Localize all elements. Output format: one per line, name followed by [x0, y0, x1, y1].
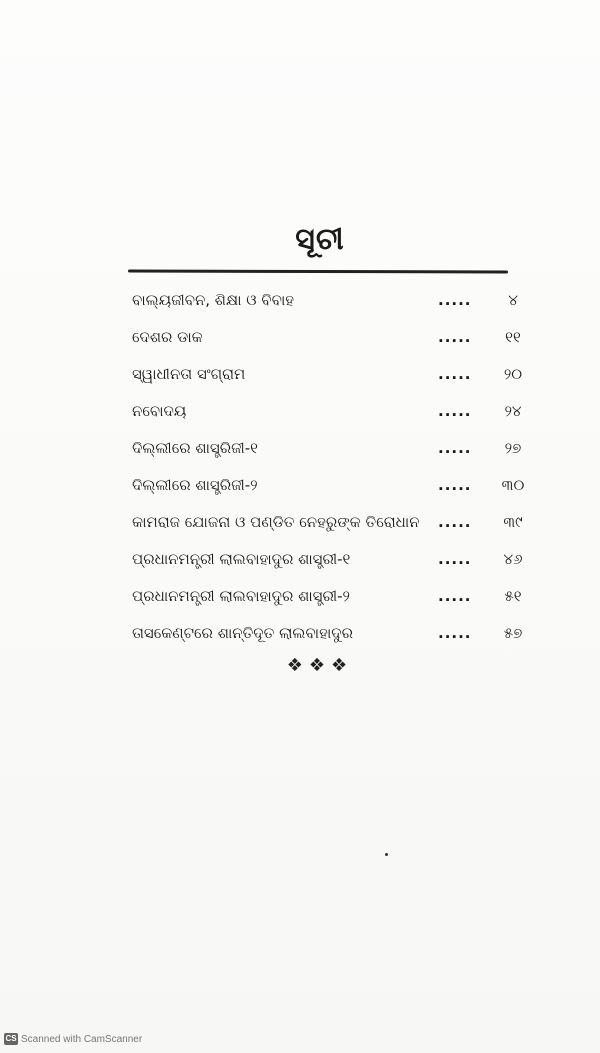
title-divider	[128, 270, 508, 274]
toc-entry-label: କାମରାଜ ଯୋଜନା ଓ ପଣ୍ଡିତ ନେହରୁଙ୍କ ତିରୋଧାନ	[132, 513, 420, 531]
toc-entry-2	[120, 319, 520, 356]
toc-leader-dots: .....	[438, 624, 472, 642]
toc-leader-dots: .....	[438, 439, 472, 457]
toc-entry-label: ସ୍ୱାଧୀନତା ସଂଗ୍ରାମ	[132, 365, 246, 383]
toc-leader-dots: .....	[438, 291, 472, 309]
camscanner-logo-icon: CS	[5, 1034, 17, 1043]
toc-entry-label: ନବୋଦୟ	[132, 402, 187, 420]
toc-leader-dots: .....	[438, 476, 472, 494]
toc-page-number: ୪୬	[503, 550, 523, 568]
toc-leader-dots: .....	[438, 587, 472, 605]
toc-page-number: ୨୭	[504, 439, 522, 457]
toc-leader-dots: .....	[438, 550, 472, 568]
toc-page-number: ୪	[508, 291, 518, 309]
table-of-contents	[120, 282, 525, 652]
toc-page-number: ୨୦	[503, 365, 523, 383]
toc-entry-1	[120, 282, 520, 319]
toc-page-number: ୨୪	[504, 402, 522, 420]
scanner-watermark	[4, 1033, 142, 1045]
toc-entry-5	[120, 430, 520, 467]
toc-page-number: ୧୧	[505, 328, 521, 346]
toc-entry-label: ପ୍ରଧାନମନ୍ତ୍ରୀ ଲାଲବାହାଦୁର ଶାସ୍ତ୍ରୀ-୧	[132, 550, 351, 568]
toc-leader-dots: .....	[438, 513, 472, 531]
ornament-divider: ❖❖❖	[286, 655, 354, 676]
toc-entry-9	[120, 578, 520, 615]
toc-page-number: ୩୦	[501, 476, 525, 494]
toc-entry-label: ପ୍ରଧାନମନ୍ତ୍ରୀ ଲାଲବାହାଦୁର ଶାସ୍ତ୍ରୀ-୨	[132, 587, 350, 605]
toc-entry-label: ବାଲ୍ୟଜୀବନ, ଶିକ୍ଷା ଓ ବିବାହ	[132, 291, 295, 309]
scanner-watermark-text: Scanned with CamScanner	[21, 1033, 143, 1045]
toc-entry-10	[120, 615, 523, 652]
toc-entry-3	[120, 356, 523, 393]
toc-entry-label: ଦିଲ୍ଲୀରେ ଶାସ୍ତ୍ରିଜୀ-୨	[132, 476, 258, 494]
toc-page-number: ୫୧	[504, 587, 522, 605]
toc-leader-dots: .....	[438, 365, 472, 383]
scan-speck	[385, 853, 388, 856]
toc-entry-label: ଦିଲ୍ଲୀରେ ଶାସ୍ତ୍ରିଜୀ-୧	[132, 439, 258, 457]
toc-leader-dots: .....	[438, 328, 472, 346]
toc-entry-8	[120, 541, 523, 578]
toc-leader-dots: .....	[438, 402, 472, 420]
toc-page-number: ୫୭	[503, 624, 523, 642]
toc-page-number: ୩୯	[503, 513, 523, 531]
toc-entry-label: ଦେଶର ଡାକ	[132, 328, 203, 346]
toc-entry-7	[120, 504, 523, 541]
toc-entry-label: ତାସକେଣ୍ଟରେ ଶାନ୍ତିଦୂତ ଲାଲବାହାଦୁର	[132, 624, 353, 642]
page-title: ସୂଚୀ	[295, 222, 345, 257]
toc-entry-4	[120, 393, 520, 430]
toc-entry-6	[120, 467, 525, 504]
